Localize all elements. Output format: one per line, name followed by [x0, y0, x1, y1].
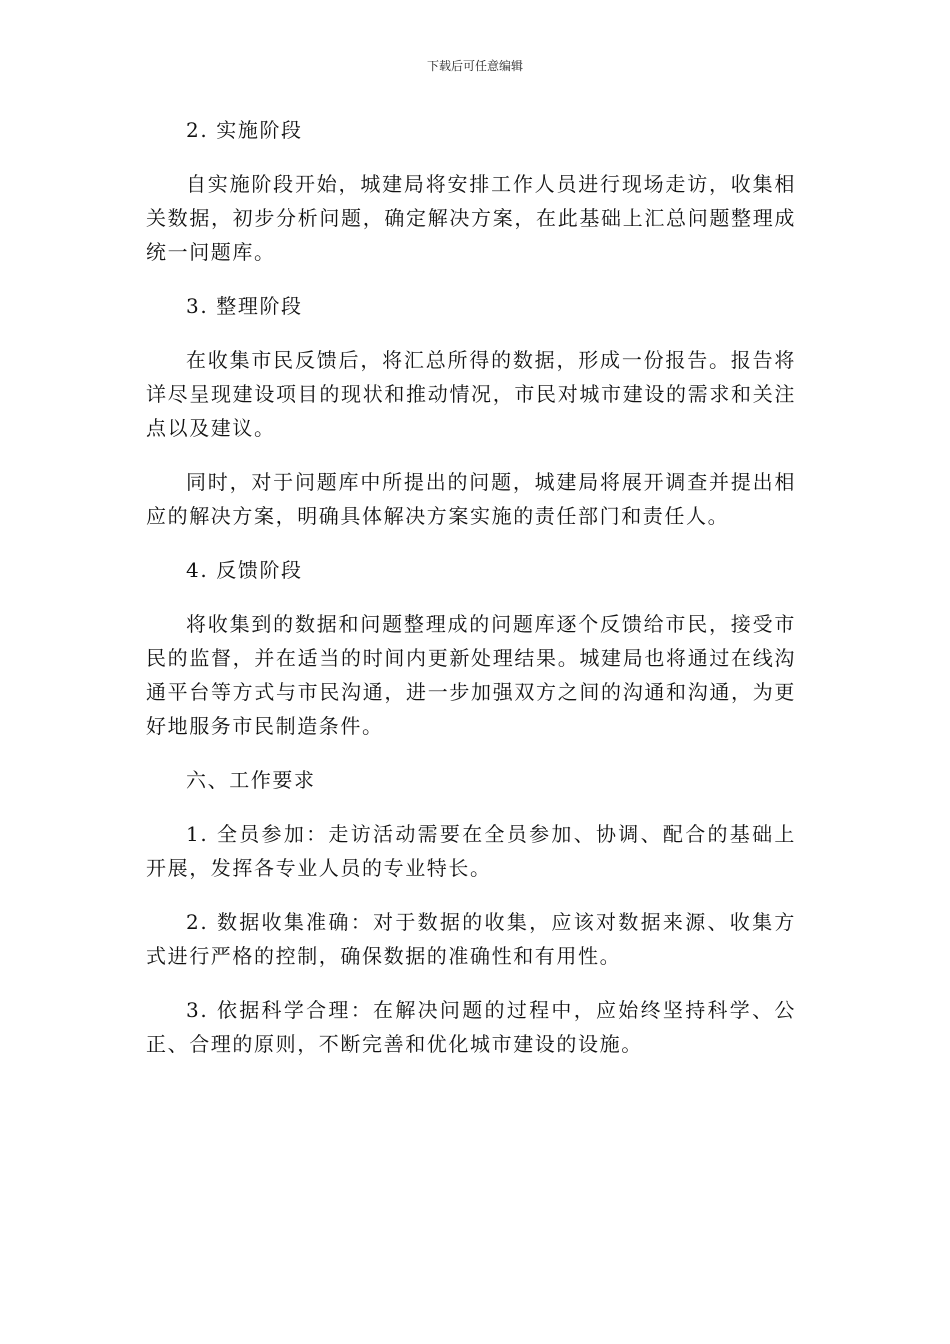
requirement-item-1: 1. 全员参加：走访活动需要在全员参加、协调、配合的基础上开展，发挥各专业人员的专业特长。	[146, 822, 796, 880]
paragraph-report: 在收集市民反馈后，将汇总所得的数据，形成一份报告。报告将详尽呈现建设项目的现状和推动情况，市民对城市建设的需求和关注点以及建议。	[146, 348, 796, 440]
paragraph-implementation: 自实施阶段开始，城建局将安排工作人员进行现场走访，收集相关数据，初步分析问题，确定解决方案，在此基础上汇总问题整理成统一问题库。	[146, 172, 796, 264]
page-header-note: 下载后可任意编辑	[426, 59, 523, 73]
requirement-item-2: 2. 数据收集准确：对于数据的收集，应该对数据来源、收集方式进行严格的控制，确保数据的准确性和有用性。	[146, 910, 796, 968]
section-heading-implementation: 2. 实施阶段	[186, 118, 303, 142]
document-body	[146, 113, 796, 1081]
paragraph-feedback: 将收集到的数据和问题整理成的问题库逐个反馈给市民，接受市民的监督，并在适当的时间内更新处理结果。城建局也将通过在线沟通平台等方式与市民沟通，进一步加强双方之间的沟通和沟通，为更好地服务市民制造条件。	[146, 612, 796, 738]
paragraph-solutions: 同时，对于问题库中所提出的问题，城建局将展开调查并提出相应的解决方案，明确具体解决方案实施的责任部门和责任人。	[146, 470, 796, 528]
section-heading-organize: 3. 整理阶段	[186, 294, 303, 318]
requirement-item-3: 3. 依据科学合理：在解决问题的过程中，应始终坚持科学、公正、合理的原则，不断完善和优化城市建设的设施。	[146, 998, 796, 1056]
section-heading-requirements: 六、工作要求	[186, 768, 316, 792]
section-heading-feedback: 4. 反馈阶段	[186, 558, 303, 582]
